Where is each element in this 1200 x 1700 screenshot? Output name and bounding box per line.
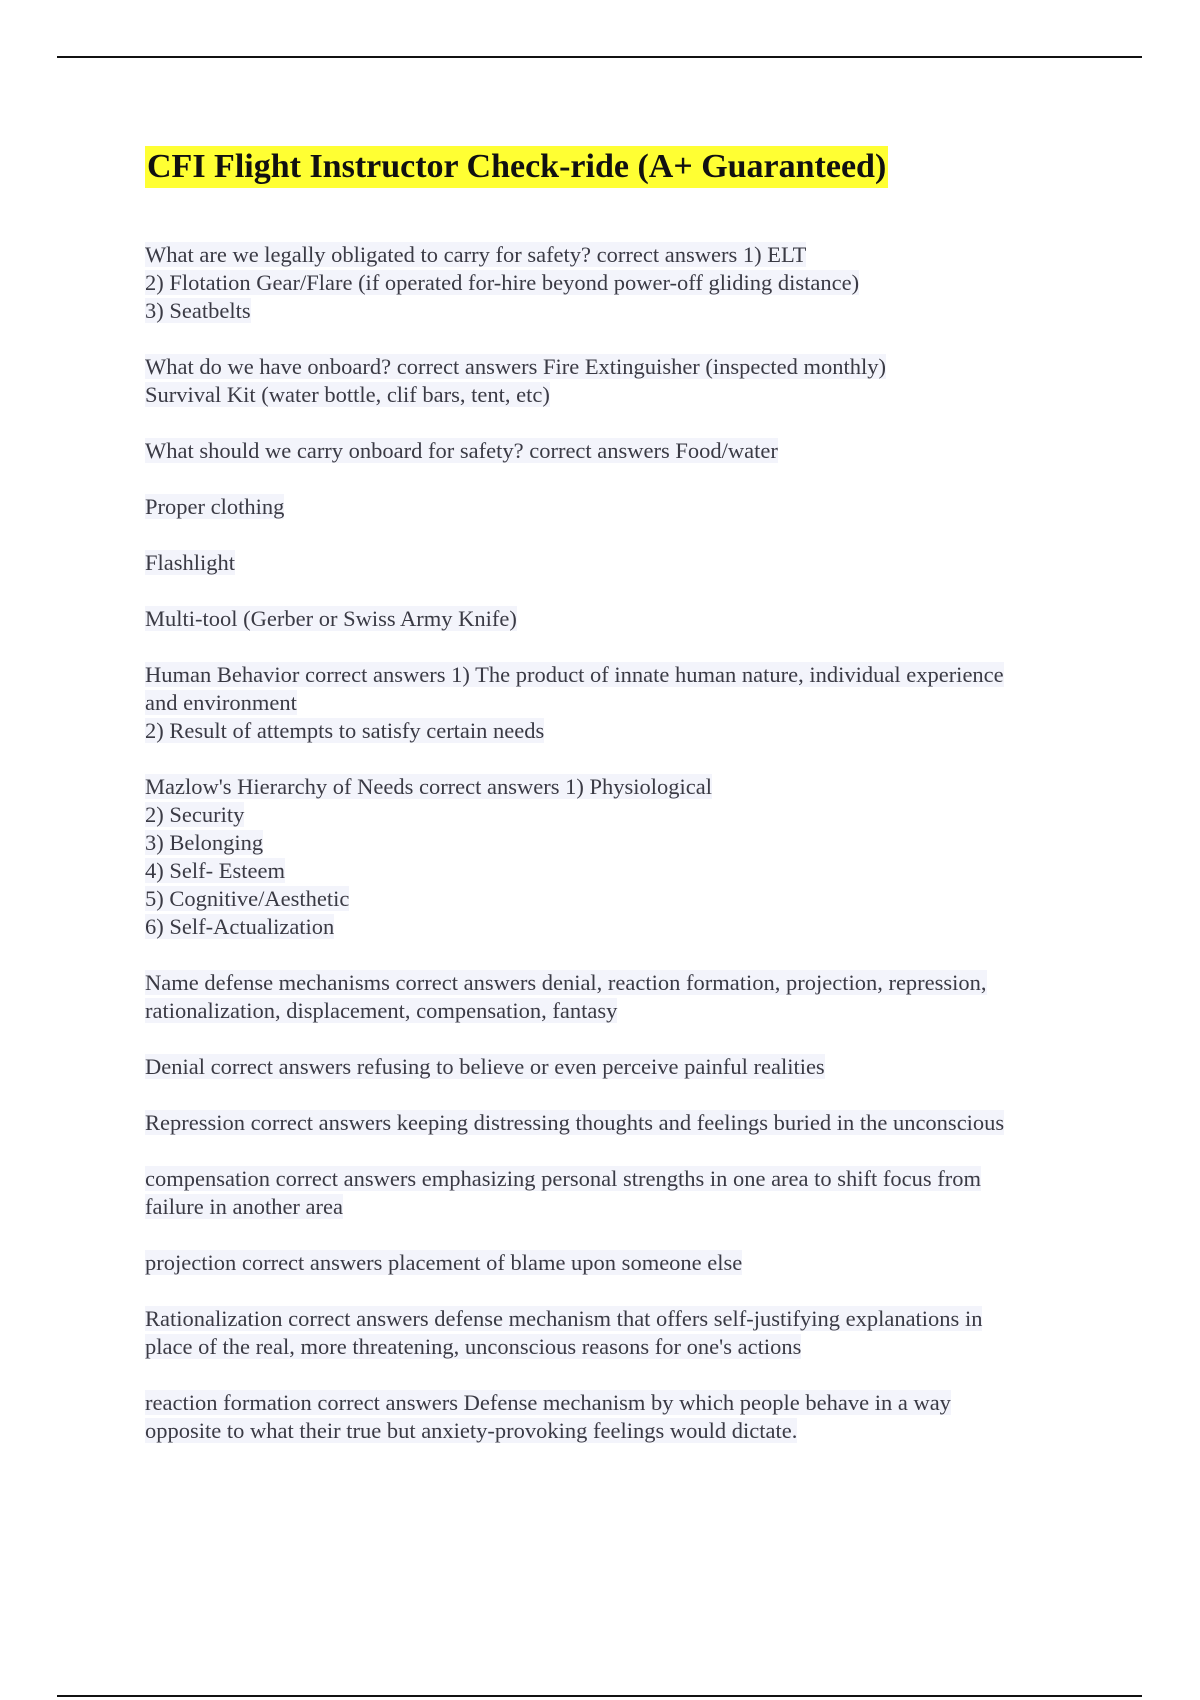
paragraph-line: reaction formation correct answers Defense mechanism by which people behave in a way <box>145 1390 951 1415</box>
qa-paragraph <box>145 661 1085 745</box>
qa-paragraph <box>145 1389 1085 1445</box>
title-block <box>145 146 888 188</box>
paragraph-line: Proper clothing <box>145 494 285 519</box>
paragraph-line: Flashlight <box>145 550 236 575</box>
top-rule <box>57 56 1142 58</box>
paragraph-line: 2) Flotation Gear/Flare (if operated for-hire beyond power-off gliding distance) <box>145 270 860 295</box>
paragraph-line: place of the real, more threatening, unconscious reasons for one's actions <box>145 1334 802 1359</box>
paragraph-line: and environment <box>145 690 297 715</box>
paragraph-line: 3) Seatbelts <box>145 298 251 323</box>
paragraph-line: Rationalization correct answers defense mechanism that offers self-justifying explanations in <box>145 1306 983 1331</box>
document-title: CFI Flight Instructor Check-ride (A+ Guaranteed) <box>145 146 888 188</box>
paragraph-line: Human Behavior correct answers 1) The product of innate human nature, individual experience <box>145 662 1004 687</box>
paragraph-line: What should we carry onboard for safety? correct answers Food/water <box>145 438 778 463</box>
paragraph-line: rationalization, displacement, compensation, fantasy <box>145 998 618 1023</box>
paragraph-line: 2) Security <box>145 802 245 827</box>
paragraph-line: failure in another area <box>145 1194 344 1219</box>
document-body <box>145 241 1085 1473</box>
paragraph-line: Denial correct answers refusing to believe or even perceive painful realities <box>145 1054 825 1079</box>
paragraph-line: 4) Self- Esteem <box>145 858 285 883</box>
bottom-rule <box>57 1695 1142 1697</box>
paragraph-line: opposite to what their true but anxiety-provoking feelings would dictate. <box>145 1418 798 1443</box>
qa-paragraph <box>145 493 1085 521</box>
qa-paragraph <box>145 969 1085 1025</box>
qa-paragraph <box>145 773 1085 941</box>
paragraph-line: What are we legally obligated to carry for safety? correct answers 1) ELT <box>145 242 807 267</box>
paragraph-line: 3) Belonging <box>145 830 264 855</box>
qa-paragraph <box>145 1109 1085 1137</box>
paragraph-line: 2) Result of attempts to satisfy certain needs <box>145 718 545 743</box>
qa-paragraph <box>145 1249 1085 1277</box>
qa-paragraph <box>145 605 1085 633</box>
qa-paragraph <box>145 1053 1085 1081</box>
paragraph-line: Multi-tool (Gerber or Swiss Army Knife) <box>145 606 517 631</box>
paragraph-line: compensation correct answers emphasizing personal strengths in one area to shift focus from <box>145 1166 981 1191</box>
qa-paragraph <box>145 1305 1085 1361</box>
paragraph-line: Repression correct answers keeping distressing thoughts and feelings buried in the unconscious <box>145 1110 1005 1135</box>
qa-paragraph <box>145 549 1085 577</box>
qa-paragraph <box>145 241 1085 325</box>
qa-paragraph <box>145 437 1085 465</box>
qa-paragraph <box>145 353 1085 409</box>
paragraph-line: projection correct answers placement of blame upon someone else <box>145 1250 743 1275</box>
paragraph-line: Survival Kit (water bottle, clif bars, tent, etc) <box>145 382 550 407</box>
paragraph-line: Mazlow's Hierarchy of Needs correct answers 1) Physiological <box>145 774 712 799</box>
paragraph-line: 6) Self-Actualization <box>145 914 335 939</box>
qa-paragraph <box>145 1165 1085 1221</box>
paragraph-line: Name defense mechanisms correct answers denial, reaction formation, projection, repression, <box>145 970 987 995</box>
paragraph-line: What do we have onboard? correct answers Fire Extinguisher (inspected monthly) <box>145 354 887 379</box>
paragraph-line: 5) Cognitive/Aesthetic <box>145 886 350 911</box>
